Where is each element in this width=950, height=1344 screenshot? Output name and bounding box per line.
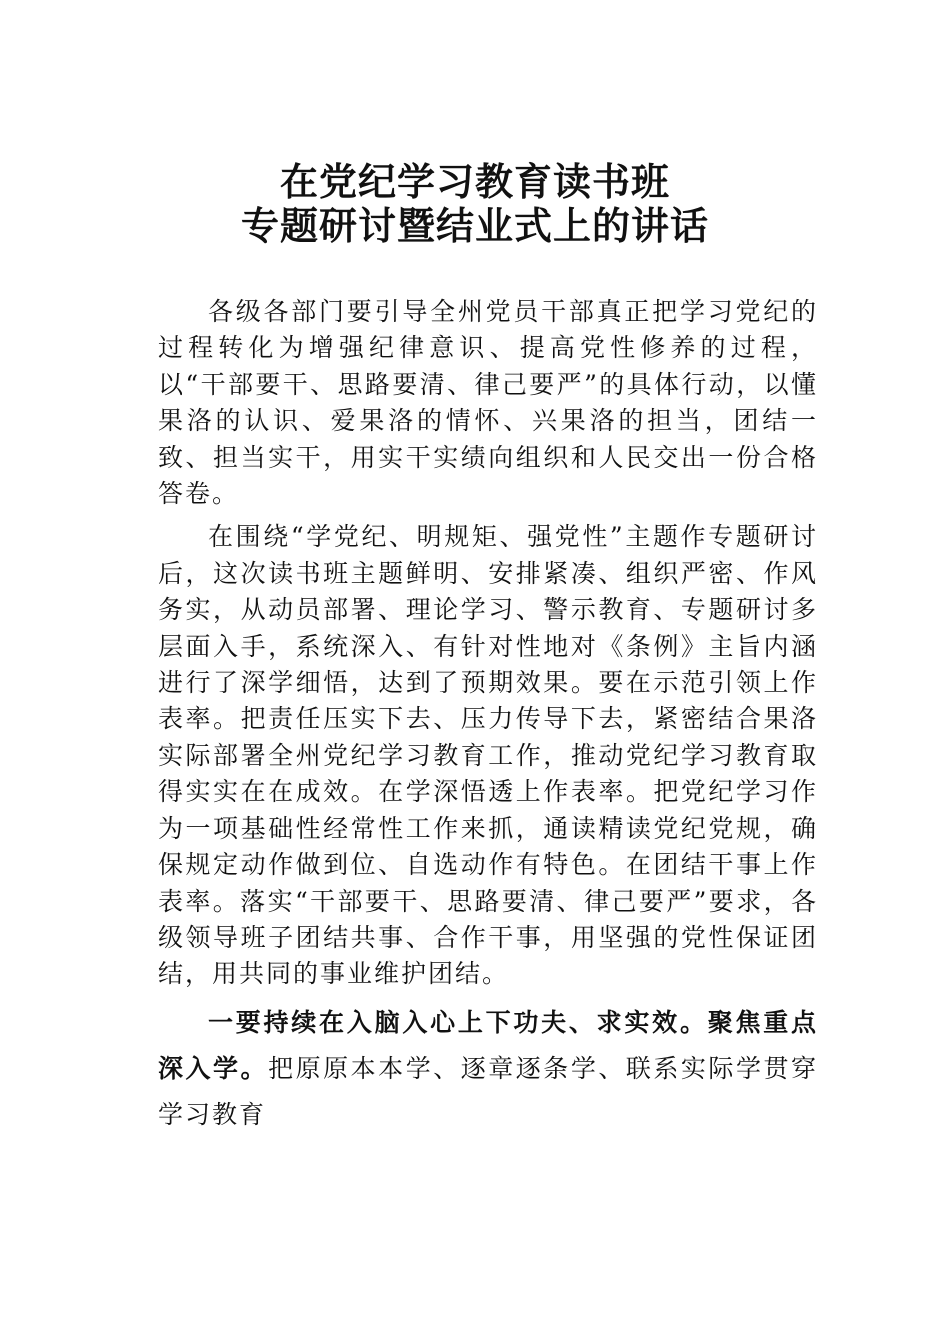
paragraph-3: [158, 1000, 818, 1138]
document-title: [0, 160, 950, 248]
title-line-2: 专题研讨暨结业式上的讲话: [240, 204, 709, 248]
paragraph-3-text: 把原原本本学、逐章逐条学、联系实际学贯穿学习教育: [158, 1053, 818, 1129]
title-line-1: 在党纪学习教育读书班: [279, 160, 670, 204]
paragraph-1: 各级各部门要引导全州党员干部真正把学习党纪的过程转化为增强纪律意识、提高党性修养的过程，以“干部要干、思路要清、律己要严”的具体行动，以懂果洛的认识、爱果洛的情怀、兴果洛的担当，团结一致、担当实干，用实干实绩向组织和人民交出一份合格答卷。: [158, 297, 818, 509]
paragraph-2: 在围绕“学党纪、明规矩、强党性”主题作专题研讨后，这次读书班主题鲜明、安排紧凑、组织严密、作风务实，从动员部署、理论学习、警示教育、专题研讨多层面入手，系统深入、有针对性地对《条例》主旨内涵进行了深学细悟，达到了预期效果。要在示范引领上作表率。把责任压实下去、压力传导下去，紧密结合果洛实际部署全州党纪学习教育工作，推动党纪学习教育取得实实在在成效。在学深悟透上作表率。把党纪学习作为一项基础性经常性工作来抓，通读精读党纪党规，确保规定动作做到位、自选动作有特色。在团结干事上作表率。落实“干部要干、思路要清、律己要严”要求，各级领导班子团结共事、合作干事，用坚强的党性保证团结，用共同的事业维护团结。: [158, 522, 818, 989]
document-body: [158, 294, 818, 1145]
paragraph-3-lead: 一要持续在入脑入心上下功夫、求实效。聚焦重点深入学。: [158, 1007, 818, 1083]
